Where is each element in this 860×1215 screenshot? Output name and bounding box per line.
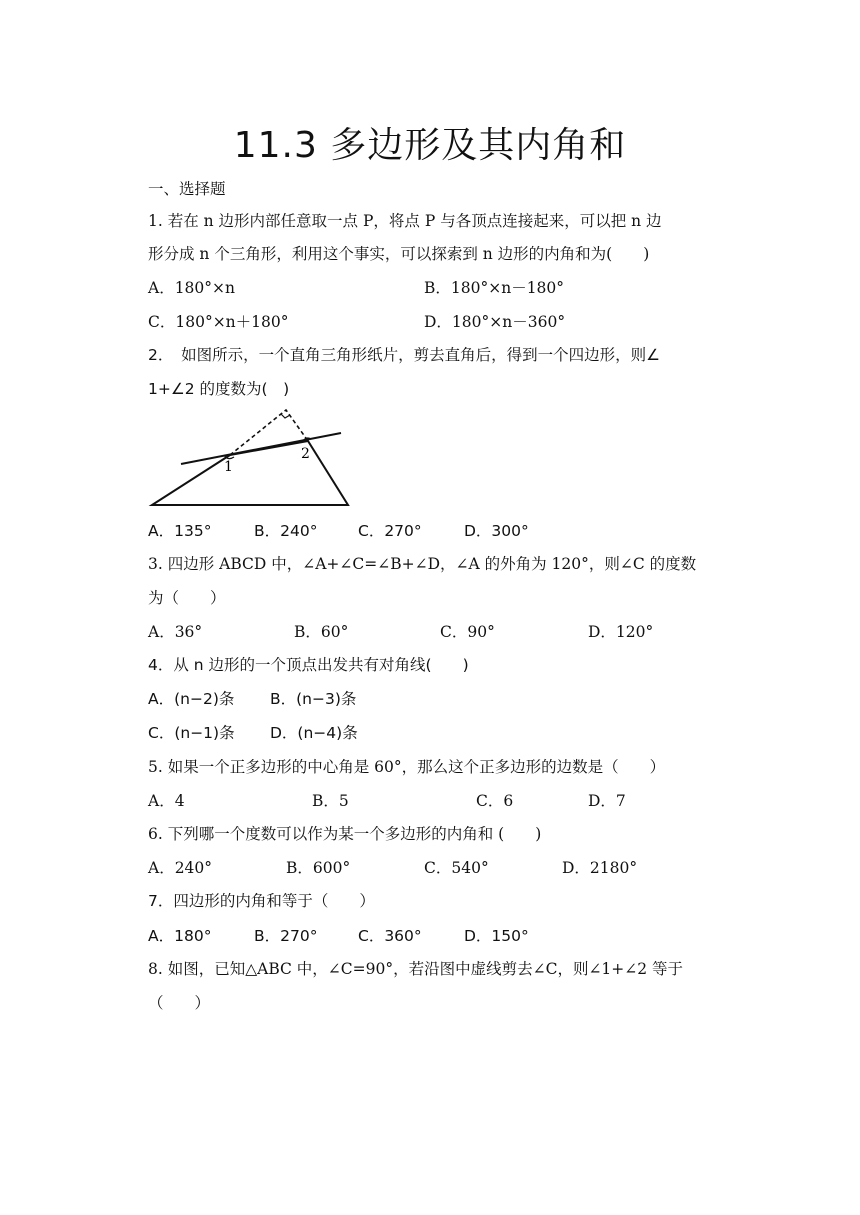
q5-option-d: D．7: [588, 792, 626, 810]
angle-1-label: 1: [224, 459, 233, 475]
q1-option-b: B．180°×n－180°: [424, 279, 565, 297]
q8-stem-line-1: 8. 如图，已知△ABC 中，∠C=90°，若沿图中虚线剪去∠C，则∠1+∠2 等于: [148, 960, 684, 978]
q3-option-b: B．60°: [294, 623, 349, 641]
q7-option-c: C．360°: [358, 927, 422, 945]
q1-stem-line-1: 1. 若在 n 边形内部任意取一点 P，将点 P 与各顶点连接起来，可以把 n 边: [148, 212, 662, 230]
q6-option-a: A．240°: [148, 859, 213, 877]
q1-option-d: D．180°×n－360°: [424, 313, 566, 331]
q7-option-d: D．150°: [464, 927, 529, 945]
page-title: 11.3 多边形及其内角和: [233, 125, 627, 166]
q4-option-a: A．(n−2)条: [148, 690, 235, 708]
q4-option-c: C．(n−1)条: [148, 724, 235, 742]
q5-option-c: C．6: [476, 792, 514, 810]
q6-option-d: D．2180°: [562, 859, 638, 877]
q5-stem-line-1: 5. 如果一个正多边形的中心角是 60°，那么这个正多边形的边数是（ ）: [148, 758, 666, 776]
angle-2-label: 2: [301, 446, 310, 462]
q4-stem-line-1: 4．从 n 边形的一个顶点出发共有对角线( ): [148, 656, 469, 674]
q2-option-b: B．240°: [254, 522, 318, 540]
q2-option-c: C．270°: [358, 522, 422, 540]
q7-stem-line-1: 7．四边形的内角和等于（ ）: [148, 892, 375, 910]
q2-option-a: A．135°: [148, 522, 212, 540]
q1-option-c: C．180°×n＋180°: [148, 313, 289, 331]
q3-option-d: D．120°: [588, 623, 654, 641]
cut-line: [181, 433, 341, 464]
q1-option-a: A．180°×n: [148, 279, 235, 297]
q6-option-c: C．540°: [424, 859, 489, 877]
q3-option-a: A．36°: [148, 623, 203, 641]
q3-option-c: C．90°: [440, 623, 495, 641]
q3-stem-line-1: 3. 四边形 ABCD 中，∠A+∠C=∠B+∠D，∠A 的外角为 120°，则∠C 的度数: [148, 555, 697, 573]
q2-option-d: D．300°: [464, 522, 529, 540]
q6-stem-line-1: 6. 下列哪一个度数可以作为某一个多边形的内角和 ( ): [148, 825, 542, 843]
q2-triangle-figure: [148, 405, 358, 509]
q7-option-a: A．180°: [148, 927, 212, 945]
q5-option-a: A．4: [148, 792, 185, 810]
q3-stem-line-2: 为（ ）: [148, 589, 226, 607]
q5-option-b: B．5: [312, 792, 349, 810]
section-heading: 一、选择题: [148, 180, 226, 198]
q4-option-d: D．(n−4)条: [270, 724, 358, 742]
q6-option-b: B．600°: [286, 859, 351, 877]
q1-stem-line-2: 形分成 n 个三角形，利用这个事实，可以探索到 n 边形的内角和为( ): [148, 245, 650, 263]
q8-stem-line-2: （ ）: [148, 994, 211, 1012]
q4-option-b: B．(n−3)条: [270, 690, 357, 708]
q2-stem-line-1: 2． 如图所示，一个直角三角形纸片，剪去直角后，得到一个四边形，则∠: [148, 346, 661, 364]
q7-option-b: B．270°: [254, 927, 318, 945]
q2-stem-line-2: 1+∠2 的度数为( ): [148, 380, 290, 398]
